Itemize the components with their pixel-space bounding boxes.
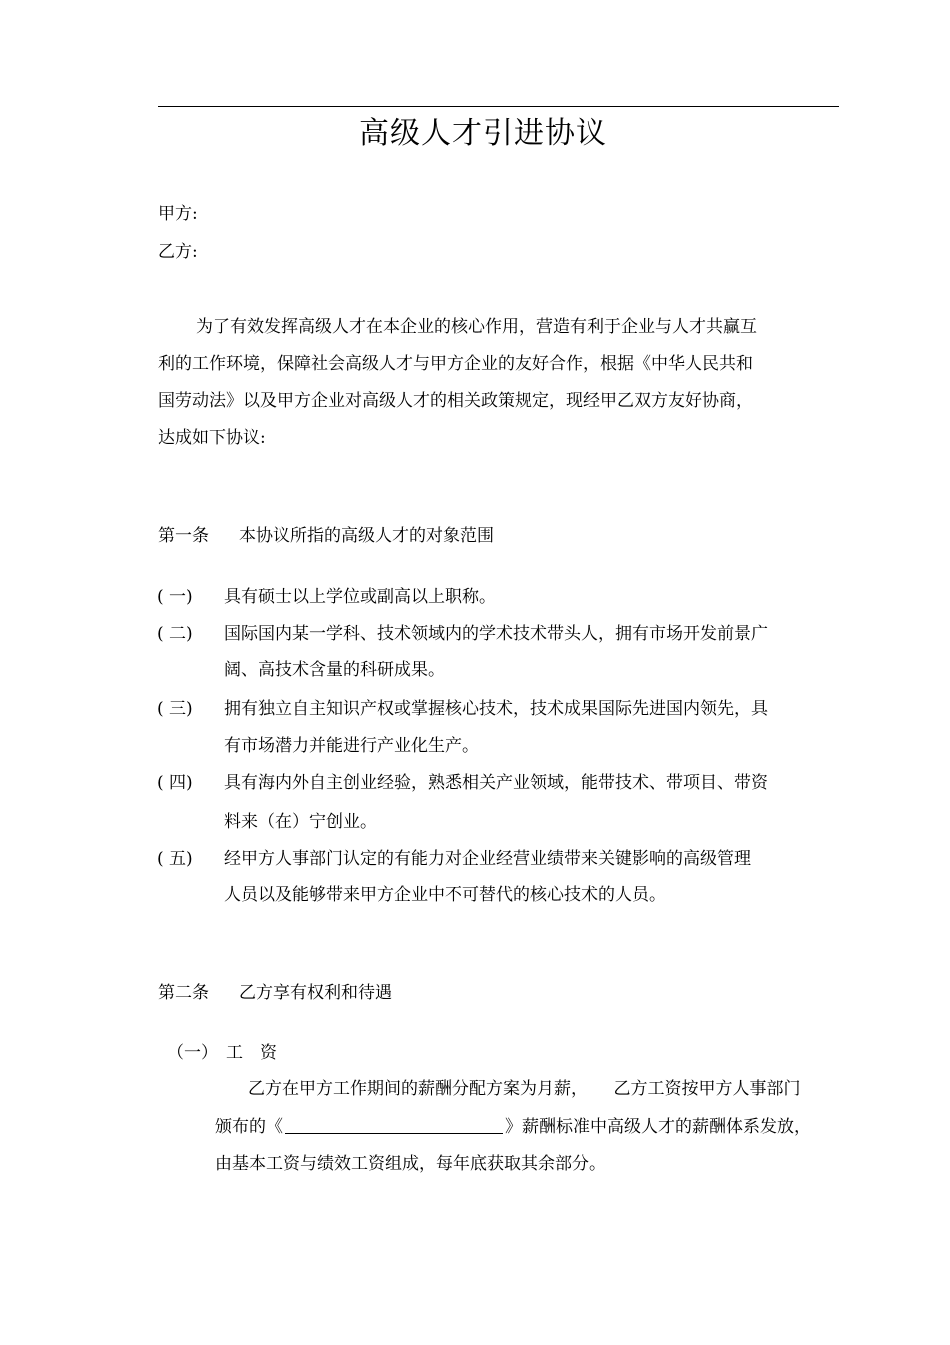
document-title: 高级人才引进协议 bbox=[359, 116, 607, 151]
party-b-label: 乙方: bbox=[158, 242, 198, 262]
item-number: ( 三) bbox=[157, 699, 193, 719]
article-title: 本协议所指的高级人才的对象范围 bbox=[239, 526, 494, 546]
article-number: 第二条 bbox=[158, 983, 209, 1003]
salary-line: 乙方在甲方工作期间的薪酬分配方案为月薪， 乙方工资按甲方人事部门 bbox=[248, 1079, 801, 1099]
salary-line-prefix: 颁布的《 bbox=[215, 1117, 283, 1137]
item-text: 拥有独立自主知识产权或掌握核心技术，技术成果国际先进国内领先，具 bbox=[224, 699, 768, 719]
item-number: ( 五) bbox=[157, 849, 193, 869]
article-title: 乙方享有权利和待遇 bbox=[239, 983, 392, 1003]
item-text: 国际国内某一学科、技术领域内的学术技术带头人，拥有市场开发前景广 bbox=[224, 624, 768, 644]
section-number: （一） bbox=[167, 1043, 218, 1063]
salary-line-with-blank bbox=[215, 1115, 811, 1138]
item-text: 具有海内外自主创业经验，熟悉相关产业领域，能带技术、带项目、带资 bbox=[224, 773, 768, 793]
party-a-label: 甲方: bbox=[158, 204, 198, 224]
preamble-line: 国劳动法》以及甲方企业对高级人才的相关政策规定，现经甲乙双方友好协商， bbox=[158, 391, 753, 411]
item-number: ( 二) bbox=[157, 624, 193, 644]
article-number: 第一条 bbox=[158, 526, 209, 546]
preamble-line: 达成如下协议: bbox=[158, 428, 266, 448]
item-text: 经甲方人事部门认定的有能力对企业经营业绩带来关键影响的高级管理 bbox=[224, 849, 751, 869]
item-number: ( 四) bbox=[157, 773, 193, 793]
salary-line: 由基本工资与绩效工资组成，每年底获取其余部分。 bbox=[215, 1154, 606, 1174]
item-text: 阔、高技术含量的科研成果。 bbox=[224, 660, 445, 680]
preamble-line: 为了有效发挥高级人才在本企业的核心作用，营造有利于企业与人才共赢互 bbox=[196, 317, 757, 337]
preamble-line: 利的工作环境，保障社会高级人才与甲方企业的友好合作，根据《中华人民共和 bbox=[158, 354, 753, 374]
salary-standard-blank bbox=[285, 1115, 503, 1134]
item-text: 料来（在）宁创业。 bbox=[224, 812, 377, 832]
salary-line-suffix: 》薪酬标准中高级人才的薪酬体系发放， bbox=[505, 1117, 811, 1137]
item-text: 具有硕士以上学位或副高以上职称。 bbox=[224, 587, 496, 607]
section-title: 工 资 bbox=[226, 1043, 277, 1063]
header-rule bbox=[158, 106, 839, 107]
item-text: 人员以及能够带来甲方企业中不可替代的核心技术的人员。 bbox=[224, 885, 666, 905]
item-text: 有市场潜力并能进行产业化生产。 bbox=[224, 736, 479, 756]
item-number: ( 一) bbox=[157, 587, 193, 607]
